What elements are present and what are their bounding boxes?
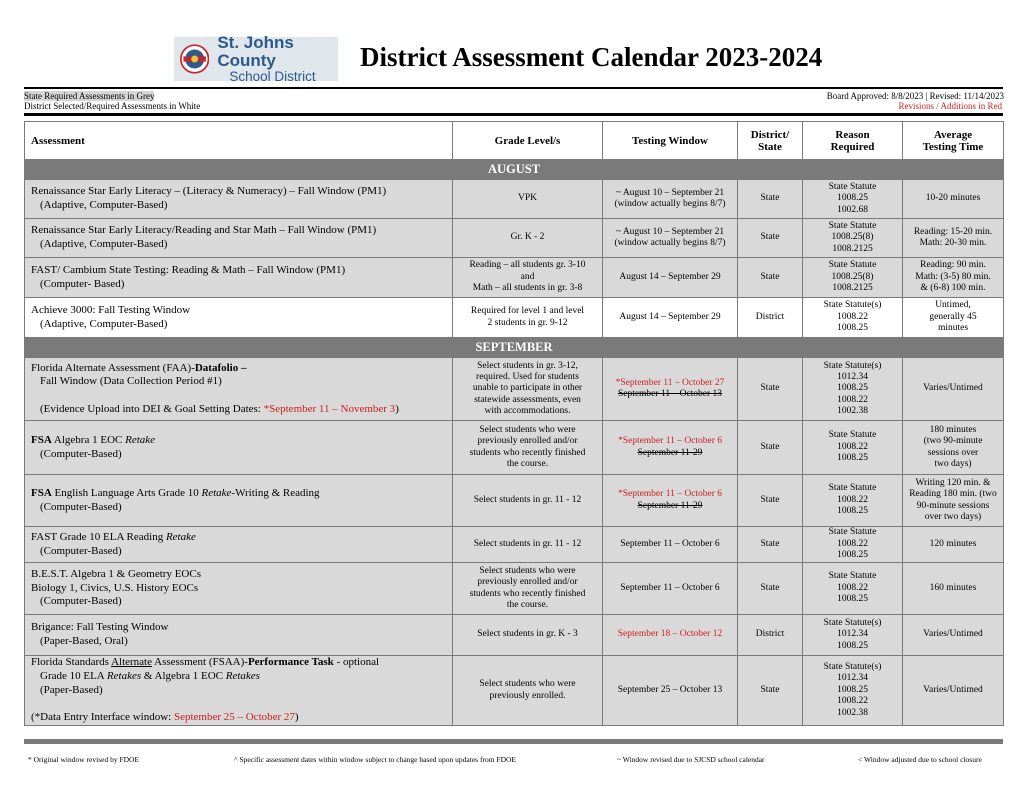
reason-line: 1008.22: [837, 494, 868, 505]
time-cell: Varies/Untimed: [903, 615, 1004, 656]
reason-line: 1008.25: [837, 383, 868, 394]
footnote-fdoe: * Original window revised by FDOE: [28, 755, 140, 764]
col-grade: Grade Level/s: [453, 122, 603, 160]
district-state-cell: State: [738, 180, 803, 219]
time-line: Math: (3-5) 80 min.: [915, 271, 991, 282]
assessment-cell: [25, 563, 453, 615]
time-line: Reading 180 min. (two: [909, 489, 997, 500]
col-avg-line2: Testing Time: [922, 140, 984, 153]
reason-line: 1012.34: [837, 673, 868, 684]
col-reason-line1: Reason: [835, 128, 870, 141]
reason-line: 1008.25(8): [831, 232, 874, 243]
district-state-cell: State: [738, 475, 803, 527]
reason-cell: [803, 358, 903, 421]
grade-line: the course.: [506, 599, 549, 610]
col-window: Testing Window: [603, 122, 738, 160]
assessment-note-dates: *September 11 – November 3: [263, 402, 396, 415]
col-district-state: [738, 122, 803, 160]
assessment-cell: [25, 615, 453, 656]
table-header: [25, 122, 1004, 160]
assessment-name-bold: Datafolio –: [194, 361, 247, 374]
grade-cell: [453, 358, 603, 421]
window-cell: [603, 219, 738, 258]
assessment-sub: Grade 10 ELA: [40, 669, 107, 682]
assessment-name-bold: Performance Task: [247, 656, 334, 669]
reason-cell: [803, 180, 903, 219]
assessment-name: Algebra 1 EOC: [51, 433, 126, 446]
reason-line: State Statute: [828, 181, 877, 192]
district-state-cell: District: [738, 615, 803, 656]
assessment-name: Florida Standards: [31, 656, 112, 669]
district-state-cell: State: [738, 563, 803, 615]
assessment-sub-italic: Retakes: [225, 669, 260, 682]
time-line: Reading: 15-20 min.: [913, 226, 993, 237]
assessment-name-italic: Retake: [165, 530, 196, 543]
col-reason: [803, 122, 903, 160]
reason-cell: [803, 475, 903, 527]
time-line: minutes: [937, 323, 969, 334]
assessment-format: (Computer-Based): [40, 447, 122, 460]
time-cell: [903, 475, 1004, 527]
grade-line: Reading – all students gr. 3-10: [469, 260, 586, 271]
assessment-cell: [25, 298, 453, 338]
assessment-cell: [25, 421, 453, 475]
reason-line: 1008.25: [837, 594, 868, 605]
assessment-name: English Language Arts Grade 10: [51, 486, 202, 499]
grade-cell: Select students in gr. K - 3: [453, 615, 603, 656]
grade-line: previously enrolled and/or: [477, 436, 578, 447]
reason-line: 1002.38: [837, 406, 868, 417]
reason-line: State Statute: [828, 571, 877, 582]
window-cell: September 25 – October 13: [603, 656, 738, 726]
assessment-name: Achieve 3000: Fall Testing Window: [31, 303, 191, 316]
table-row: [25, 656, 1004, 726]
reason-cell: [803, 219, 903, 258]
assessment-format: (Computer-Based): [40, 500, 122, 513]
time-cell: [903, 219, 1004, 258]
header-rule: [24, 87, 1003, 89]
window-line: (window actually begins 8/7): [614, 199, 726, 209]
reason-cell: [803, 258, 903, 298]
assessment-note-end: ): [294, 711, 299, 724]
time-line: two days): [934, 458, 972, 469]
assessment-note-dates: September 25 – October 27: [173, 711, 295, 724]
assessment-cell: [25, 527, 453, 563]
assessment-name: Assessment (FSAA)-: [152, 656, 248, 669]
window-cell: [603, 358, 738, 421]
assessment-name-end: -Writing & Reading: [231, 486, 320, 499]
time-line: (two 90-minute: [923, 436, 983, 447]
grade-line: Select students who were: [479, 565, 576, 576]
month-label: SEPTEMBER: [25, 338, 1004, 358]
time-cell: 160 minutes: [903, 563, 1004, 615]
reason-line: 1008.22: [837, 311, 868, 322]
time-line: generally 45: [929, 311, 977, 322]
table-row: [25, 527, 1004, 563]
reason-line: 1008.2125: [832, 243, 873, 254]
col-ds-line2: State: [758, 140, 782, 153]
time-cell: Varies/Untimed: [903, 656, 1004, 726]
grade-line: the course.: [506, 458, 549, 469]
grade-cell: [453, 298, 603, 338]
window-cell: [603, 180, 738, 219]
assessment-format: Fall Window (Data Collection Period #1): [40, 375, 222, 388]
reason-cell: [803, 656, 903, 726]
window-original: September 11 – October 13: [617, 389, 723, 399]
district-state-cell: State: [738, 421, 803, 475]
grade-cell: [453, 656, 603, 726]
window-line: ~ August 10 – September 21: [615, 187, 725, 198]
reason-cell: [803, 615, 903, 656]
grade-line: and: [520, 271, 535, 282]
assessment-sub: & Algebra 1 EOC: [141, 669, 226, 682]
legend-white: District Selected/Required Assessments in White: [24, 101, 201, 111]
grade-line: previously enrolled and/or: [477, 577, 578, 588]
reason-line: 1008.25: [837, 323, 868, 334]
reason-line: 1008.22: [837, 582, 868, 593]
table-row: [25, 180, 1004, 219]
table-row: [25, 475, 1004, 527]
assessment-name: B.E.S.T. Algebra 1 & Geometry EOCs: [31, 567, 201, 580]
logo-line1: St. Johns County: [217, 33, 294, 70]
reason-line: 1008.25: [837, 640, 868, 651]
reason-line: 1008.25(8): [831, 271, 874, 282]
assessment-cell: [25, 258, 453, 298]
window-cell: September 11 – October 6: [603, 527, 738, 563]
reason-line: 1012.34: [837, 371, 868, 382]
assessment-name: Renaissance Star Early Literacy – (Literacy & Numeracy) – Fall Window (PM1): [31, 185, 387, 198]
reason-line: State Statute(s): [823, 300, 882, 311]
window-revised: *September 11 – October 6: [617, 436, 723, 447]
table-row: [25, 258, 1004, 298]
district-state-cell: State: [738, 219, 803, 258]
assessment-format: (Computer- Based): [40, 277, 125, 290]
time-line: 90-minute sessions: [916, 500, 990, 511]
reason-line: 1012.34: [837, 629, 868, 640]
assessment-format: (Adaptive, Computer-Based): [40, 238, 168, 250]
grade-line: required. Used for students: [476, 371, 579, 382]
table-top-rule: [24, 113, 1003, 116]
district-state-cell: State: [738, 656, 803, 726]
grade-cell: [453, 421, 603, 475]
time-line: Reading: 90 min.: [920, 260, 986, 271]
table-row: [25, 358, 1004, 421]
grade-line: previously enrolled.: [489, 690, 566, 701]
grade-cell: Select students in gr. 11 - 12: [453, 475, 603, 527]
reason-cell: [803, 421, 903, 475]
reason-line: 1008.22: [837, 394, 868, 405]
grade-line: statewide assessments, even: [474, 394, 581, 405]
board-approved: Board Approved: 8/8/2023 | Revised: 11/14/2023: [826, 91, 1004, 101]
reason-line: State Statute: [828, 483, 877, 494]
assessment-name: Florida Alternate Assessment (FAA)-: [31, 361, 195, 374]
grade-line: 2 students in gr. 9-12: [487, 317, 568, 328]
time-line: over two days): [924, 511, 982, 522]
time-cell: 10-20 minutes: [903, 180, 1004, 219]
reason-cell: [803, 298, 903, 338]
assessment-name: Brigance: Fall Testing Window: [31, 621, 169, 634]
district-state-cell: State: [738, 527, 803, 563]
assessment-name: Renaissance Star Early Literacy/Reading and Star Math – Fall Window (PM1): [31, 224, 377, 237]
table-row: [25, 298, 1004, 338]
assessment-format: (Paper-Based): [40, 683, 103, 696]
month-label: AUGUST: [25, 160, 1004, 180]
reason-line: State Statute: [828, 527, 877, 538]
reason-line: State Statute(s): [823, 662, 882, 673]
district-logo: [174, 33, 338, 84]
reason-line: 1008.25: [837, 684, 868, 695]
assessment-format: (Adaptive, Computer-Based): [40, 317, 168, 330]
reason-line: State Statute: [828, 430, 877, 441]
reason-line: State Statute(s): [823, 360, 882, 371]
window-original: September 11-29: [637, 447, 703, 458]
assessment-name: FAST/ Cambium State Testing: Reading & Math – Fall Window (PM1): [31, 263, 346, 276]
reason-line: 1008.22: [837, 538, 868, 549]
revisions-note: Revisions / Additions in Red: [898, 101, 1002, 111]
assessment-name: - optional: [333, 656, 380, 669]
time-line: sessions over: [927, 447, 979, 458]
grade-cell: Select students in gr. 11 - 12: [453, 527, 603, 563]
window-revised: *September 11 – October 6: [617, 489, 723, 500]
grade-line: Math – all students in gr. 3-8: [472, 283, 583, 294]
time-cell: [903, 421, 1004, 475]
assessment-name-underline: Alternate: [111, 656, 152, 669]
grade-line: Select students who were: [479, 679, 576, 690]
reason-line: 1008.25: [837, 193, 868, 204]
window-original: September 11-29: [637, 500, 703, 511]
assessment-format: (Computer-Based): [40, 595, 122, 608]
table-bottom-bar: [24, 739, 1003, 744]
grade-line: Required for level 1 and level: [470, 306, 585, 317]
assessment-cell: [25, 656, 453, 726]
grade-line: unable to participate in other: [472, 383, 583, 394]
table-row: [25, 563, 1004, 615]
time-line: 180 minutes: [929, 424, 977, 435]
col-reason-line2: Required: [830, 140, 875, 153]
window-cell: September 18 – October 12: [603, 615, 738, 656]
month-row-august: [25, 160, 1004, 180]
reason-cell: [803, 563, 903, 615]
window-cell: September 11 – October 6: [603, 563, 738, 615]
assessment-note: (Evidence Upload into DEI & Goal Setting Dates:: [40, 402, 264, 415]
window-cell: [603, 475, 738, 527]
grade-line: Select students who were: [479, 424, 576, 435]
grade-line: with accommodations.: [484, 406, 571, 417]
assessment-format: (Paper-Based, Oral): [40, 635, 128, 647]
reason-line: 1008.25: [837, 550, 868, 561]
footnote-specific-dates: ^ Specific assessment dates within window subject to change based upon updates from FDOE: [234, 755, 517, 764]
window-cell: August 14 – September 29: [603, 258, 738, 298]
assessment-table: [24, 121, 1004, 726]
window-line: ~ August 10 – September 21: [615, 226, 725, 237]
month-row-september: [25, 338, 1004, 358]
col-avg-line1: Average: [933, 128, 973, 141]
assessment-cell: [25, 180, 453, 219]
assessment-format: (Computer-Based): [40, 544, 122, 557]
assessment-cell: [25, 219, 453, 258]
assessment-sub-italic: Retakes: [106, 669, 142, 682]
window-line: (window actually begins 8/7): [614, 238, 726, 248]
legend-grey: State Required Assessments in Grey: [24, 91, 155, 101]
time-line: & (6-8) 100 min.: [920, 283, 986, 294]
assessment-note: (*Data Entry Interface window:: [31, 711, 174, 724]
grade-cell: [453, 563, 603, 615]
time-cell: 120 minutes: [903, 527, 1004, 563]
grade-cell: Gr. K - 2: [453, 219, 603, 258]
grade-line: Select students in gr. 3-12,: [477, 360, 578, 371]
logo-line2: School District: [229, 68, 316, 84]
time-cell: [903, 258, 1004, 298]
footnote-closure: < Window adjusted due to school closure: [858, 755, 982, 764]
assessment-format: (Adaptive, Computer-Based): [40, 199, 168, 211]
assessment-name-italic: Retake: [201, 486, 232, 499]
footnote-calendar: ~ Window revised due to SJCSD school calendar: [617, 755, 765, 764]
time-cell: [903, 298, 1004, 338]
reason-line: 1008.25: [837, 453, 868, 464]
window-cell: August 14 – September 29: [603, 298, 738, 338]
reason-line: 1008.22: [837, 441, 868, 452]
reason-line: State Statute(s): [823, 617, 882, 628]
time-line: Untimed,: [935, 300, 971, 311]
page-title: District Assessment Calendar 2023-2024: [360, 42, 823, 72]
time-line: Writing 120 min. &: [915, 477, 991, 488]
district-seal-icon: [180, 42, 209, 76]
table-row: [25, 219, 1004, 258]
assessment-name-bold: FSA: [31, 433, 52, 446]
grade-line: students who recently finished: [469, 588, 586, 599]
district-state-cell: District: [738, 298, 803, 338]
reason-line: 1008.22: [837, 696, 868, 707]
time-cell: Varies/Untimed: [903, 358, 1004, 421]
window-cell: [603, 421, 738, 475]
assessment-name: Biology 1, Civics, U.S. History EOCs: [31, 581, 199, 594]
assessment-cell: [25, 475, 453, 527]
grade-cell: VPK: [453, 180, 603, 219]
grade-line: students who recently finished: [469, 447, 586, 458]
assessment-name-bold: FSA: [31, 486, 52, 499]
assessment-name-italic: Retake: [125, 433, 156, 446]
assessment-name: FAST Grade 10 ELA Reading: [31, 530, 166, 543]
col-assessment: Assessment: [25, 122, 453, 160]
reason-line: 1002.68: [837, 204, 868, 215]
grade-cell: [453, 258, 603, 298]
reason-cell: [803, 527, 903, 563]
reason-line: State Statute: [828, 220, 877, 231]
reason-line: 1002.38: [837, 707, 868, 718]
assessment-note-end: ): [395, 402, 399, 415]
col-avg-time: [903, 122, 1004, 160]
table-row: [25, 421, 1004, 475]
time-line: Math: 20-30 min.: [919, 238, 987, 248]
window-revised: *September 11 – October 27: [615, 377, 725, 388]
reason-line: 1008.25: [837, 506, 868, 517]
assessment-cell: [25, 358, 453, 421]
col-ds-line1: District/: [750, 128, 790, 141]
district-state-cell: State: [738, 258, 803, 298]
table-row: [25, 615, 1004, 656]
reason-line: 1008.2125: [832, 283, 873, 294]
district-state-cell: State: [738, 358, 803, 421]
reason-line: State Statute: [828, 260, 877, 271]
